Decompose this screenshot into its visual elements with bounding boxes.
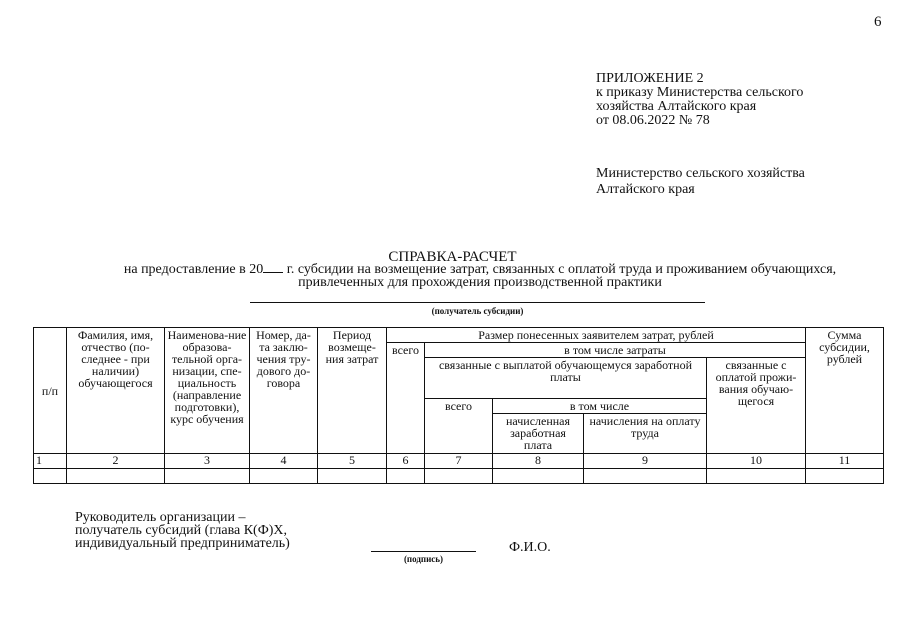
table-cell (165, 469, 250, 484)
col-number: 9 (584, 454, 707, 469)
table-cell (707, 469, 806, 484)
year-blank (263, 262, 283, 273)
col-number: 2 (67, 454, 165, 469)
appendix-block (596, 72, 803, 128)
fio-label: Ф.И.О. (509, 540, 551, 555)
subtitle-line-2: привлеченных для прохождения производственной практики (298, 275, 662, 290)
addressee-line-2: Алтайского края (596, 182, 695, 197)
col-number: 11 (806, 454, 884, 469)
header-wage-incl-group (493, 399, 707, 454)
header-pp: п/п (34, 328, 67, 454)
col-number: 10 (707, 454, 806, 469)
col-number: 4 (250, 454, 318, 469)
header-contract: Номер, да-та заклю-чения тру-дового до-говора (250, 328, 318, 454)
table-cell (425, 469, 493, 484)
appendix-line-3: хозяйства Алтайского края (596, 99, 757, 114)
appendix-line-2: к приказу Министерства сельского (596, 85, 804, 100)
header-wage-incl: в том числе (493, 399, 706, 414)
col-number: 6 (387, 454, 425, 469)
header-wage-related: связанные с выплатой обучающемуся заработной платы (425, 358, 707, 399)
table-cell (34, 469, 67, 484)
table-cell (584, 469, 707, 484)
header-housing: связанные с оплатой прожи-вания обучаю-щегося (707, 358, 806, 454)
col-number: 7 (425, 454, 493, 469)
subtitle-part-1: на предоставление в 20 (123, 262, 264, 277)
addressee-line-1: Министерство сельского хозяйства (596, 166, 805, 181)
recipient-underline (250, 302, 705, 303)
table-cell (493, 469, 584, 484)
signature-underline (371, 551, 476, 552)
header-total: всего (387, 343, 425, 454)
col-number: 1 (34, 454, 67, 469)
head-org-line-1: Руководитель организации – (75, 510, 246, 525)
appendix-line-4: от 08.06.2022 № 78 (596, 113, 710, 128)
table-cell (67, 469, 165, 484)
subtitle-part-2: г. субсидии на возмещение затрат, связанных с оплатой труда и проживанием обучающихся, (283, 262, 837, 277)
table-cell (318, 469, 387, 484)
header-wage-total: всего (425, 399, 493, 454)
addressee-block (596, 166, 805, 198)
table-cell (250, 469, 318, 484)
col-number: 3 (165, 454, 250, 469)
header-costs: Размер понесенных заявителем затрат, рублей (387, 328, 806, 343)
calculation-table (33, 327, 884, 484)
header-incl: в том числе затраты (425, 343, 806, 358)
table-row (34, 469, 884, 484)
head-org-line-3: индивидуальный предприниматель) (75, 536, 290, 551)
signature-caption: (подпись) (403, 554, 444, 564)
col-number: 8 (493, 454, 584, 469)
appendix-line-1: ПРИЛОЖЕНИЕ 2 (596, 71, 704, 86)
document-subtitle (60, 262, 900, 289)
header-wage-incl-split (493, 414, 706, 453)
table-cell (387, 469, 425, 484)
head-org-line-2: получатель субсидий (глава К(Ф)Х, (75, 523, 288, 538)
header-org: Наименова-ние образова-тельной орга-низации, спе-циальность (направление подготовки), курс обучения (165, 328, 250, 454)
col-number: 5 (318, 454, 387, 469)
header-name: Фамилия, имя, отчество (по-следнее - при наличии) обучающегося (67, 328, 165, 454)
table-cell (806, 469, 884, 484)
header-charges: начисления на оплату труда (589, 414, 701, 440)
header-period: Период возмеще-ния затрат (318, 328, 387, 454)
page-number: 6 (874, 14, 882, 30)
subtitle-line-1 (60, 262, 900, 276)
header-subsidy: Сумма субсидии, рублей (806, 328, 884, 454)
recipient-caption: (получатель субсидии) (431, 306, 524, 316)
head-of-organization (75, 511, 290, 550)
document-title: СПРАВКА-РАСЧЕТ (388, 249, 517, 265)
header-accrued: начисленная заработная плата (493, 414, 584, 453)
